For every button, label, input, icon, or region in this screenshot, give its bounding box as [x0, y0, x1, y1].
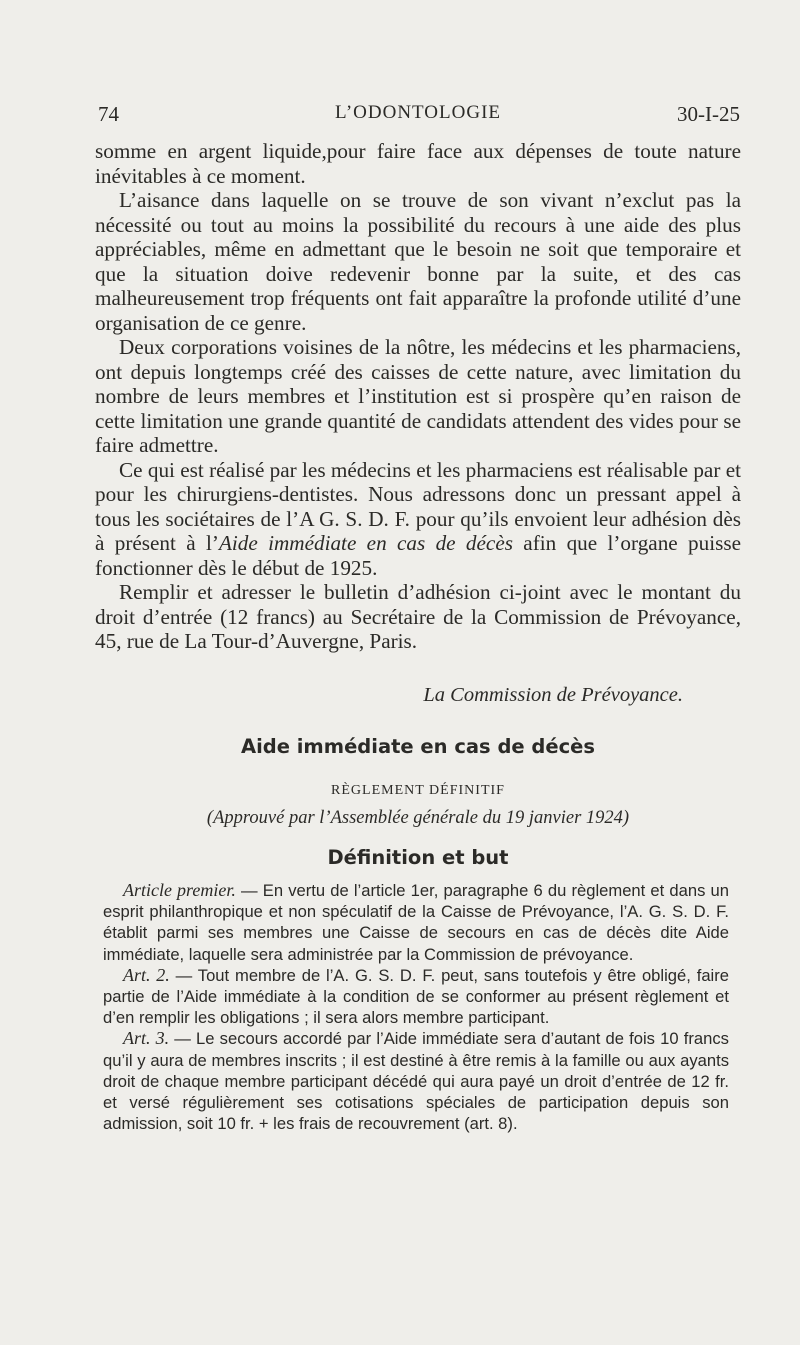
- paragraph: L’aisance dans laquelle on se trouve de son vivant n’exclut pas la nécessité ou tout au moins la possibilité du recours à une aide des plus appréciables, même en admettant que le besoin ne soit que temporaire et que la situation doive redevenir bonne par la suite, et des cas malheureusement trop fréquents ont fait apparaître la profonde utilité d’une organisation de ce genre.: [95, 188, 741, 335]
- paragraph: Remplir et adresser le bulletin d’adhésion ci-joint avec le montant du droit d’entrée (12 francs) au Secrétaire de la Commission de Prévoyance, 45, rue de La Tour-d’Auvergne, Paris.: [95, 580, 741, 653]
- article-text: — Tout membre de l’A. G. S. D. F. peut, sans toutefois y être obligé, faire partie de l’Aide immédiate à la condition de se conformer au présent règlement et d’en remplir les obligations ; il sera alors membre participant.: [103, 965, 729, 1028]
- subsection-title: Définition et but: [327, 846, 509, 869]
- article-label: Article premier.: [123, 880, 236, 900]
- journal-title: L’ODONTOLOGIE: [334, 102, 502, 123]
- article-label: Art. 2.: [123, 964, 170, 985]
- article-label: Art. 3.: [123, 1028, 170, 1049]
- page-number: 74: [98, 102, 119, 126]
- approval-note: (Approuvé par l’Assemblée générale du 19 janvier 1924): [206, 808, 630, 828]
- page-header: [96, 102, 740, 132]
- article: [103, 965, 729, 1029]
- article: [103, 880, 729, 965]
- article-text: — Le secours accordé par l’Aide immédiate sera d’autant de fois 10 francs qu’il y aura de membres inscrits ; il est destiné à être remis à la famille ou aux ayants droit de chaque membre participant décédé qui aura payé un droit d’entrée de 12 fr. et versé régulièrement ses cotisations spéciales de participation depuis son admission, soit 10 fr. + les frais de recouvrement (art. 8).: [103, 1029, 729, 1134]
- organization-name: Aide immédiate en cas de décès: [218, 531, 513, 555]
- body-text: [95, 139, 741, 654]
- article: [103, 1028, 729, 1134]
- article-text: — En vertu de l’article 1er, paragraphe 6 du règlement et dans un esprit philanthropique et non spéculatif de la Caisse de Prévoyance, l’A. G. S. D. F. établit parmi ses membres une Caisse de secours en cas de décès dite Aide immédiate, laquelle sera administrée par la Commission de prévoyance.: [103, 881, 730, 964]
- articles: [103, 880, 729, 1134]
- paragraph: [95, 458, 741, 581]
- paragraph: somme en argent liquide,pour faire face aux dépenses de toute nature inévitables à ce moment.: [95, 139, 741, 188]
- section-title: Aide immédiate en cas de décès: [241, 735, 595, 758]
- signature: La Commission de Prévoyance.: [423, 684, 683, 706]
- paragraph: Deux corporations voisines de la nôtre, les médecins et les pharmaciens, ont depuis longtemps créé des caisses de cette nature, avec limitation du nombre de leurs membres et l’institution est si prospère qu’en raison de cette limitation une grande quantité de candidats attendent des vides pour se faire admettre.: [95, 335, 741, 457]
- issue-date: 30-I-25: [677, 102, 740, 126]
- paragraph-text: Ce qui est réalisé par les médecins et les pharmaciens est réalisable par et pour les chirurgiens-dentistes. Nous adressons donc un pressant appel à tous les sociétaires de l’A G. S. D. F. pour qu’ils envoient leur adhésion dès à présent à l’: [95, 457, 741, 555]
- section-subtitle: RÈGLEMENT DÉFINITIF: [331, 783, 505, 798]
- paragraph-text: afin que l’organe puisse fonctionner dès le début de 1925.: [95, 531, 741, 580]
